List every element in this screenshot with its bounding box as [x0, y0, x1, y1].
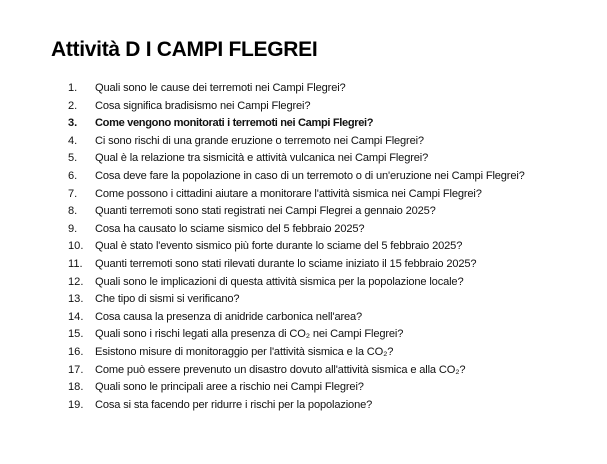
question-text: Cosa ha causato lo sciame sismico del 5 febbraio 2025? — [95, 222, 365, 235]
question-item-1 — [68, 80, 603, 98]
question-text: Come possono i cittadini aiutare a monitorare l'attività sismica nei Campi Flegrei? — [95, 187, 482, 200]
question-item-4 — [68, 133, 603, 151]
question-item-8 — [68, 203, 603, 221]
question-text: Esistono misure di monitoraggio per l'attività sismica e la CO₂? — [95, 345, 394, 358]
question-number: 12. — [68, 275, 84, 288]
question-text: Cosa deve fare la popolazione in caso di un terremoto o di un'eruzione nei Campi Flegrei? — [95, 169, 525, 182]
question-text: Cosa significa bradisismo nei Campi Flegrei? — [95, 99, 311, 112]
question-number: 10. — [68, 240, 84, 253]
question-number: 6. — [68, 169, 78, 182]
question-number: 3. — [68, 117, 78, 130]
question-item-3 — [68, 115, 603, 133]
question-number: 9. — [68, 222, 78, 235]
question-item-14 — [68, 309, 603, 327]
question-number: 8. — [68, 205, 78, 218]
question-text: Come può essere prevenuto un disastro dovuto all'attività sismica e alla CO₂? — [95, 363, 466, 376]
question-number: 19. — [68, 398, 84, 411]
question-text: Quali sono i rischi legati alla presenza di CO₂ nei Campi Flegrei? — [95, 328, 404, 341]
question-item-17 — [68, 362, 603, 380]
question-number: 18. — [68, 381, 84, 394]
question-text: Quali sono le implicazioni di questa attività sismica per la popolazione locale? — [95, 275, 464, 288]
question-text: Quali sono le principali aree a rischio nei Campi Flegrei? — [95, 381, 364, 394]
question-number: 14. — [68, 310, 84, 323]
question-text: Quali sono le cause dei terremoti nei Campi Flegrei? — [95, 82, 346, 94]
question-item-7 — [68, 186, 603, 204]
question-item-19 — [68, 397, 603, 415]
question-item-12 — [68, 274, 603, 292]
question-number: 1. — [68, 82, 78, 94]
question-text: Qual è la relazione tra sismicità e attività vulcanica nei Campi Flegrei? — [95, 152, 429, 165]
question-text: Ci sono rischi di una grande eruzione o terremoto nei Campi Flegrei? — [95, 134, 424, 147]
question-number: 13. — [68, 293, 84, 306]
question-text: Cosa si sta facendo per ridurre i rischi per la popolazione? — [95, 398, 373, 411]
question-item-5 — [68, 150, 603, 168]
question-number: 5. — [68, 152, 78, 165]
question-text: Quanti terremoti sono stati rilevati durante lo sciame iniziato il 15 febbraio 2025? — [95, 257, 477, 270]
question-item-18 — [68, 379, 603, 397]
question-item-2 — [68, 98, 603, 116]
question-text: Che tipo di sismi si verificano? — [95, 293, 240, 306]
question-item-6 — [68, 168, 603, 186]
question-text: Cosa causa la presenza di anidride carbonica nell'area? — [95, 310, 363, 323]
question-item-13 — [68, 291, 603, 309]
question-number: 4. — [68, 134, 78, 147]
question-text: Qual è stato l'evento sismico più forte durante lo sciame del 5 febbraio 2025? — [95, 240, 463, 253]
question-number: 7. — [68, 187, 78, 200]
page-title: Attività D I CAMPI FLEGREI — [51, 38, 318, 61]
question-number: 15. — [68, 328, 84, 341]
question-number: 2. — [68, 99, 78, 112]
question-item-10 — [68, 238, 603, 256]
question-number: 11. — [68, 257, 83, 270]
question-text: Quanti terremoti sono stati registrati nei Campi Flegrei a gennaio 2025? — [95, 205, 436, 218]
question-number: 16. — [68, 345, 84, 358]
question-item-15 — [68, 326, 603, 344]
question-text: Come vengono monitorati i terremoti nei Campi Flegrei? — [95, 117, 374, 130]
question-item-9 — [68, 221, 603, 239]
question-item-11 — [68, 256, 603, 274]
question-number: 17. — [68, 363, 84, 376]
question-list — [68, 80, 603, 414]
question-item-16 — [68, 344, 603, 362]
